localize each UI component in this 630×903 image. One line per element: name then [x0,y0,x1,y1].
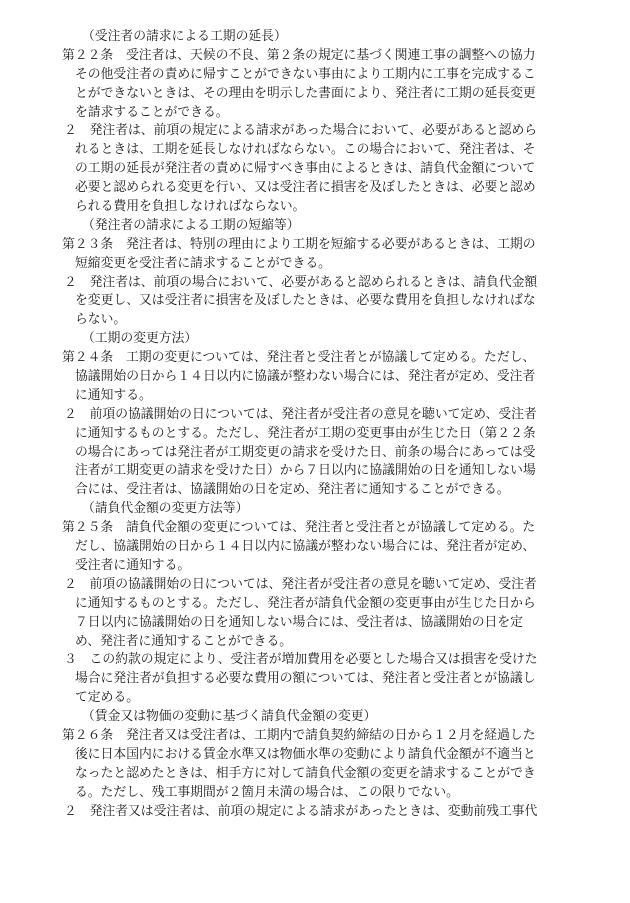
line-text: れるときは、工期を延長しなければならない。この場合において、発注者は、そ [75,142,536,158]
article-first-line [0,236,630,255]
line-text: られる費用を負担しなければならない。 [75,199,306,215]
line-text: 第２６条 発注者又は受注者は、工期内で請負契約締結の日から１２月を経過した [62,727,536,743]
line-text: 注者が工期変更の請求を受けた日）から７日以内に協議開始の日を通知しない場 [75,463,536,479]
article-first-line [0,519,630,538]
paragraph-first-line [0,651,630,670]
line-text: 第２３条 発注者は、特別の理由により工期を短縮する必要があるときは、工期の [62,236,536,252]
line-text: ２ 発注者は、前項の場合において、必要があると認められるときは、請負代金額 [64,274,538,290]
line-text: る。ただし、残工事期間が２箇月未満の場合は、この限りでない。 [75,784,459,800]
article-first-line [0,727,630,746]
line-text: 合には、受注者は、協議開始の日を定め、発注者に通知することができる。 [75,482,510,498]
text-line [0,481,630,500]
article-heading [0,28,630,47]
paragraph-first-line [0,274,630,293]
line-text: ２ 前項の協議開始の日については、発注者が受注者の意見を聴いて定め、受注者 [64,406,537,422]
line-text: 必要と認められる変更を行い、又は受注者に損害を及ぼしたときは、必要と認め [75,180,536,196]
line-text: その他受注者の責めに帰すことができない事由により工期内に工事を完成するこ [75,66,536,82]
text-line [0,538,630,557]
contract-document [0,28,630,821]
text-line [0,462,630,481]
text-line [0,368,630,387]
line-text: らない。 [75,312,127,328]
text-line [0,311,630,330]
line-text: とができないときは、その理由を明示した書面により、発注者に工期の延長変更 [75,85,536,101]
text-line [0,614,630,633]
line-text: 後に日本国内における賃金水準又は物価水準の変動により請負代金額が不適当と [75,746,536,762]
line-text: （賃金又は物価の変動に基づく請負代金額の変更） [82,709,377,725]
article-heading [0,330,630,349]
line-text: 短縮変更を受注者に請求することができる。 [75,255,331,271]
line-text: に通知するものとする。ただし、発注者が請負代金額の変更事由が生じた日から [75,595,536,611]
line-text: め、発注者に通知することができる。 [75,633,293,649]
text-line [0,670,630,689]
line-text: に通知する。 [75,387,152,403]
text-line [0,85,630,104]
line-text: 協議開始の日から１４日以内に協議が整わない場合には、発注者が定め、受注者 [75,369,536,385]
text-line [0,255,630,274]
paragraph-first-line [0,406,630,425]
article-heading [0,217,630,236]
text-line [0,160,630,179]
article-first-line [0,349,630,368]
text-line [0,425,630,444]
line-text: 場合に発注者が負担する必要な費用の額については、発注者と受注者とが協議し [75,671,536,687]
line-text: に通知するものとする。ただし、発注者が工期の変更事由が生じた日（第２２条 [75,425,536,441]
line-text: ２ 発注者は、前項の規定による請求があった場合において、必要があると認めら [64,123,538,139]
text-line [0,633,630,652]
line-text: ２ 前項の協議開始の日については、発注者が受注者の意見を聴いて定め、受注者 [64,576,537,592]
paragraph-first-line [0,122,630,141]
line-text: ３ この約款の規定により、受注者が増加費用を必要とした場合又は損害を受けた [64,652,538,668]
article-heading [0,500,630,519]
line-text: て定める。 [75,690,139,706]
line-text: （受注者の請求による工期の延長） [82,29,287,44]
line-text: の場合にあっては発注者が工期変更の請求を受けた日、前条の場合にあっては受 [75,444,536,460]
text-line [0,444,630,463]
text-line [0,746,630,765]
line-text: 第２２条 受注者は、天候の不良、第２条の規定に基づく関連工事の調整への協力 [62,47,536,63]
article-first-line [0,47,630,66]
line-text: を請求することができる。 [75,104,229,120]
paragraph-first-line [0,803,630,822]
line-text: ７日以内に協議開始の日を通知しない場合には、受注者は、協議開始の日を定 [75,614,523,630]
text-line [0,141,630,160]
line-text: （工期の変更方法） [82,331,198,347]
line-text: 第２４条 工期の変更については、発注者と受注者とが協議して定める。ただし、 [62,350,536,366]
text-line [0,689,630,708]
line-text: の工期の延長が発注者の責めに帰すべき事由によるときは、請負代金額について [75,161,536,177]
article-heading [0,708,630,727]
line-text: ２ 発注者又は受注者は、前項の規定による請求があったときは、変動前残工事代 [64,803,538,819]
line-text: だし、協議開始の日から１４日以内に協議が整わない場合には、発注者が定め、 [75,539,536,555]
line-text: 受注者に通知する。 [75,557,191,573]
text-line [0,595,630,614]
text-line [0,557,630,576]
line-text: を変更し、又は受注者に損害を及ぼしたときは、必要な費用を負担しなければな [75,293,536,309]
line-text: （発注者の請求による工期の短縮等） [82,217,300,233]
line-text: 第２５条 請負代金額の変更については、発注者と受注者とが協議して定める。た [62,520,536,536]
text-line [0,66,630,85]
text-line [0,292,630,311]
line-text: なったと認めたときは、相手方に対して請負代金額の変更を請求することができ [75,765,536,781]
line-text: （請負代金額の変更方法等） [82,501,249,517]
paragraph-first-line [0,576,630,595]
text-line [0,784,630,803]
text-line [0,387,630,406]
text-line [0,179,630,198]
text-line [0,765,630,784]
text-line [0,198,630,217]
text-line [0,104,630,123]
